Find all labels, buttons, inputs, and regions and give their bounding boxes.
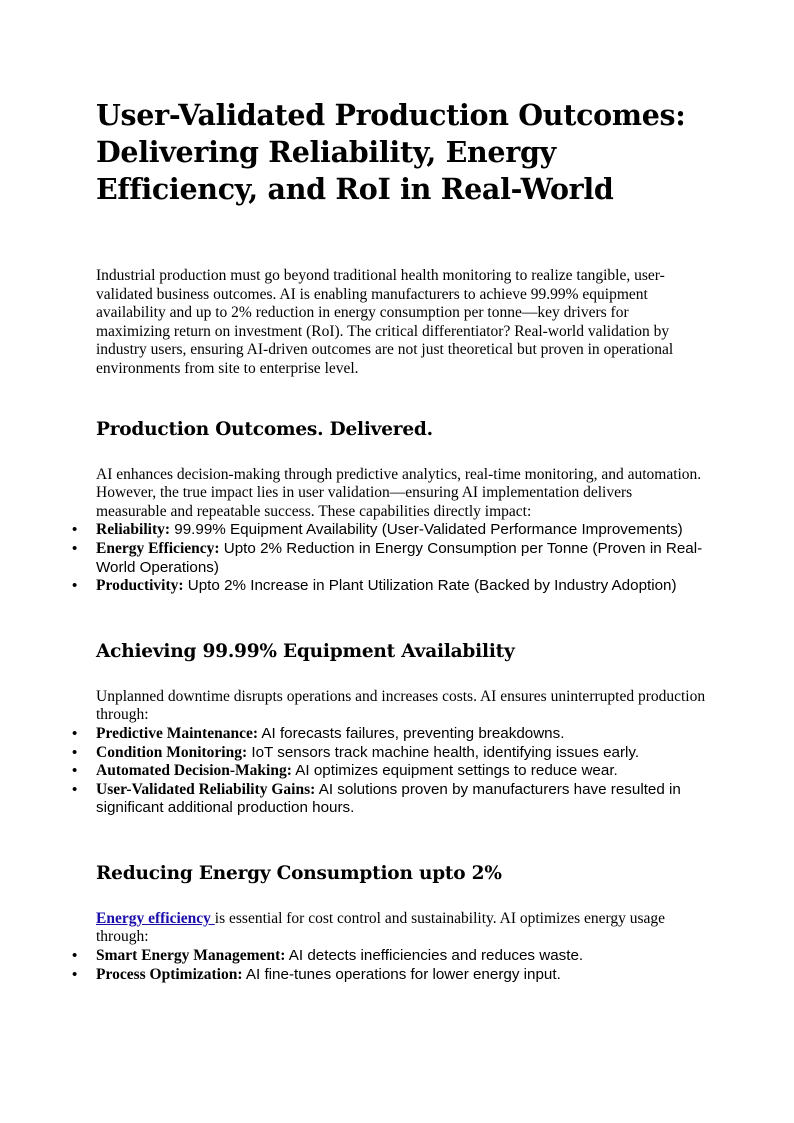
list-item-text: AI solutions proven by manufacturers have resulted in significant additional production hours. <box>96 780 681 817</box>
list-item <box>96 725 706 744</box>
list-item-text: IoT sensors track machine health, identifying issues early. <box>247 743 640 761</box>
list-item-label: Reliability: <box>96 521 171 539</box>
outcomes-list <box>96 521 706 595</box>
list-item-label: Process Optimization: <box>96 965 243 983</box>
list-item-text: AI detects inefficiencies and reduces waste. <box>285 947 584 965</box>
list-item-label: Productivity: <box>96 577 184 595</box>
list-item <box>96 947 706 966</box>
section-paragraph-production-outcomes: AI enhances decision-making through predictive analytics, real-time monitoring, and automation. However, the true impact lies in user validation—ensuring AI implementation delivers measurable and repeatable success. These capabilities directly impact: <box>96 465 702 520</box>
list-item-text: 99.99% Equipment Availability (User-Validated Performance Improvements) <box>170 521 683 539</box>
energy-list <box>96 947 706 984</box>
availability-list <box>96 725 706 818</box>
paragraph-text: is essential for cost control and sustainability. AI optimizes energy usage through: <box>96 909 666 946</box>
list-item-label: Predictive Maintenance: <box>96 724 258 742</box>
list-item <box>96 966 706 985</box>
list-item-text: AI optimizes equipment settings to reduce wear. <box>291 762 618 780</box>
section-paragraph-energy-consumption <box>96 910 706 947</box>
list-item-text: Upto 2% Increase in Plant Utilization Rate (Backed by Industry Adoption) <box>183 577 677 595</box>
section-paragraph-equipment-availability: Unplanned downtime disrupts operations and increases costs. AI ensures uninterrupted production through: <box>96 687 706 724</box>
list-item-label: Energy Efficiency: <box>96 539 220 557</box>
list-item <box>96 521 706 540</box>
list-item <box>96 762 706 781</box>
list-item-label: Automated Decision-Making: <box>96 762 292 780</box>
section-heading-equipment-availability: Achieving 99.99% Equipment Availability <box>96 640 515 662</box>
list-item-label: User-Validated Reliability Gains: <box>96 780 316 798</box>
list-item <box>96 577 706 596</box>
page-title: User-Validated Production Outcomes: Delivering Reliability, Energy Efficiency, and RoI in Real-World <box>96 98 686 206</box>
list-item <box>96 540 706 577</box>
list-item-text: AI fine-tunes operations for lower energy input. <box>242 965 561 983</box>
list-item-text: AI forecasts failures, preventing breakdowns. <box>258 724 565 742</box>
intro-paragraph: Industrial production must go beyond traditional health monitoring to realize tangible, user-validated business outcomes. AI is enabling manufacturers to achieve 99.99% equipment availability and up to 2% reduction in energy consumption per tonne—key drivers for maximizing return on investment (RoI). The critical differentiator? Real-world validation by industry users, ensuring AI-driven outcomes are not just theoretical but proven in operational environments from site to enterprise level. <box>96 267 674 377</box>
document-page <box>96 97 706 984</box>
section-heading-energy-consumption: Reducing Energy Consumption upto 2% <box>96 862 502 884</box>
list-item-text: Upto 2% Reduction in Energy Consumption per Tonne (Proven in Real-World Operations) <box>96 539 703 576</box>
list-item-label: Smart Energy Management: <box>96 947 286 965</box>
section-heading-production-outcomes: Production Outcomes. Delivered. <box>96 418 433 440</box>
list-item-label: Condition Monitoring: <box>96 743 248 761</box>
energy-efficiency-link[interactable]: Energy efficiency <box>96 909 215 927</box>
list-item <box>96 781 706 818</box>
list-item <box>96 744 706 763</box>
